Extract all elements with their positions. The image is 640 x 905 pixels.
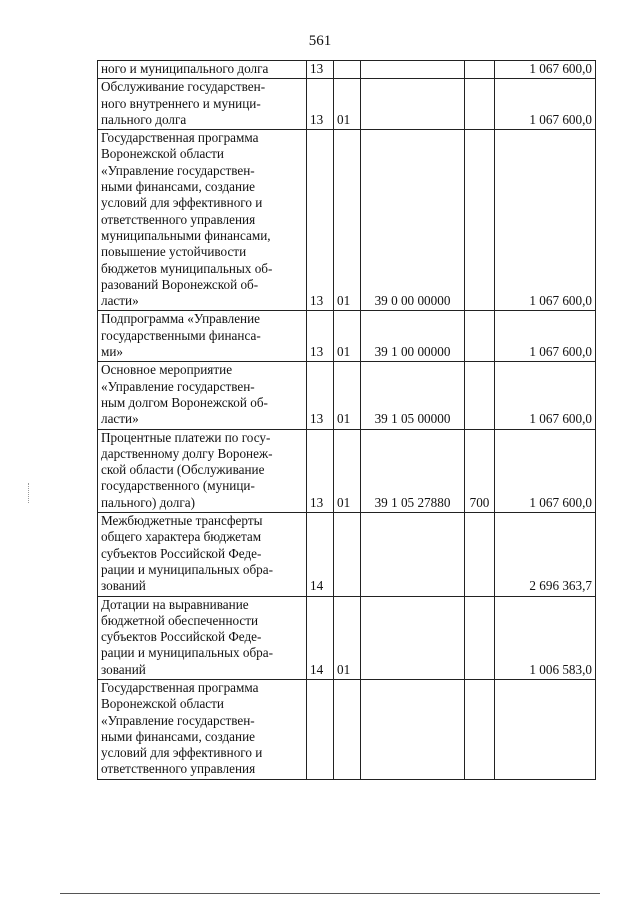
row-name: Подпрограмма «Управление государственными финанса- ми»: [98, 311, 307, 362]
row-amount: [495, 679, 596, 779]
table-row: [98, 79, 596, 130]
row-target-article: 39 1 05 00000: [361, 362, 465, 429]
row-name: Дотации на выравнивание бюджетной обеспеченности субъектов Российской Феде- рации и муниципальных обра- зований: [98, 596, 307, 679]
row-expense-type: [465, 79, 495, 130]
row-expense-type: [465, 679, 495, 779]
row-amount: 1 067 600,0: [495, 311, 596, 362]
row-section: 14: [307, 596, 334, 679]
row-target-article: [361, 79, 465, 130]
table-row: [98, 429, 596, 512]
row-subsection: 01: [334, 429, 361, 512]
row-target-article: [361, 596, 465, 679]
row-section: [307, 679, 334, 779]
row-expense-type: [465, 513, 495, 596]
row-section: 13: [307, 429, 334, 512]
row-section: 13: [307, 311, 334, 362]
row-expense-type: 700: [465, 429, 495, 512]
row-subsection: [334, 513, 361, 596]
row-subsection: 01: [334, 596, 361, 679]
row-subsection: [334, 679, 361, 779]
budget-table-body: [98, 61, 596, 780]
row-subsection: 01: [334, 130, 361, 311]
table-row: [98, 61, 596, 79]
row-name: Процентные платежи по госу- дарственному долгу Воронеж- ской области (Обслуживание государственного (муници- пального) долга): [98, 429, 307, 512]
row-amount: 1 067 600,0: [495, 61, 596, 79]
row-amount: 1 067 600,0: [495, 79, 596, 130]
row-subsection: 01: [334, 79, 361, 130]
row-target-article: [361, 513, 465, 596]
table-row: [98, 362, 596, 429]
page-number: 561: [308, 33, 332, 49]
row-name: ного и муниципального долга: [98, 61, 307, 79]
row-subsection: [334, 61, 361, 79]
row-expense-type: [465, 61, 495, 79]
row-name: Государственная программа Воронежской области «Управление государствен- ными финансами, создание условий для эффективного и ответственного управления: [98, 679, 307, 779]
row-expense-type: [465, 362, 495, 429]
row-expense-type: [465, 596, 495, 679]
row-subsection: 01: [334, 362, 361, 429]
row-section: 13: [307, 79, 334, 130]
row-amount: 1 067 600,0: [495, 130, 596, 311]
footer-rule: [60, 893, 600, 894]
row-amount: 2 696 363,7: [495, 513, 596, 596]
row-target-article: 39 0 00 00000: [361, 130, 465, 311]
row-target-article: 39 1 00 00000: [361, 311, 465, 362]
table-row: [98, 513, 596, 596]
row-section: 13: [307, 362, 334, 429]
table-row: [98, 130, 596, 311]
row-amount: 1 067 600,0: [495, 429, 596, 512]
scan-margin-mark: [28, 483, 30, 503]
table-row: [98, 596, 596, 679]
row-section: 13: [307, 61, 334, 79]
row-amount: 1 006 583,0: [495, 596, 596, 679]
table-row: [98, 311, 596, 362]
row-expense-type: [465, 130, 495, 311]
row-target-article: [361, 679, 465, 779]
row-expense-type: [465, 311, 495, 362]
row-amount: 1 067 600,0: [495, 362, 596, 429]
row-name: Государственная программа Воронежской области «Управление государствен- ными финансами, создание условий для эффективного и ответственного управления муниципальными финансами, повышение устойчивости бюджетов муниципальных об- разований Воронежской об- ласти»: [98, 130, 307, 311]
row-subsection: 01: [334, 311, 361, 362]
row-target-article: [361, 61, 465, 79]
row-name: Обслуживание государствен- ного внутреннего и муници- пального долга: [98, 79, 307, 130]
row-section: 14: [307, 513, 334, 596]
row-name: Межбюджетные трансферты общего характера бюджетам субъектов Российской Феде- рации и муниципальных обра- зований: [98, 513, 307, 596]
row-name: Основное мероприятие «Управление государствен- ным долгом Воронежской об- ласти»: [98, 362, 307, 429]
table-row: [98, 679, 596, 779]
budget-table: [97, 60, 596, 780]
row-section: 13: [307, 130, 334, 311]
row-target-article: 39 1 05 27880: [361, 429, 465, 512]
